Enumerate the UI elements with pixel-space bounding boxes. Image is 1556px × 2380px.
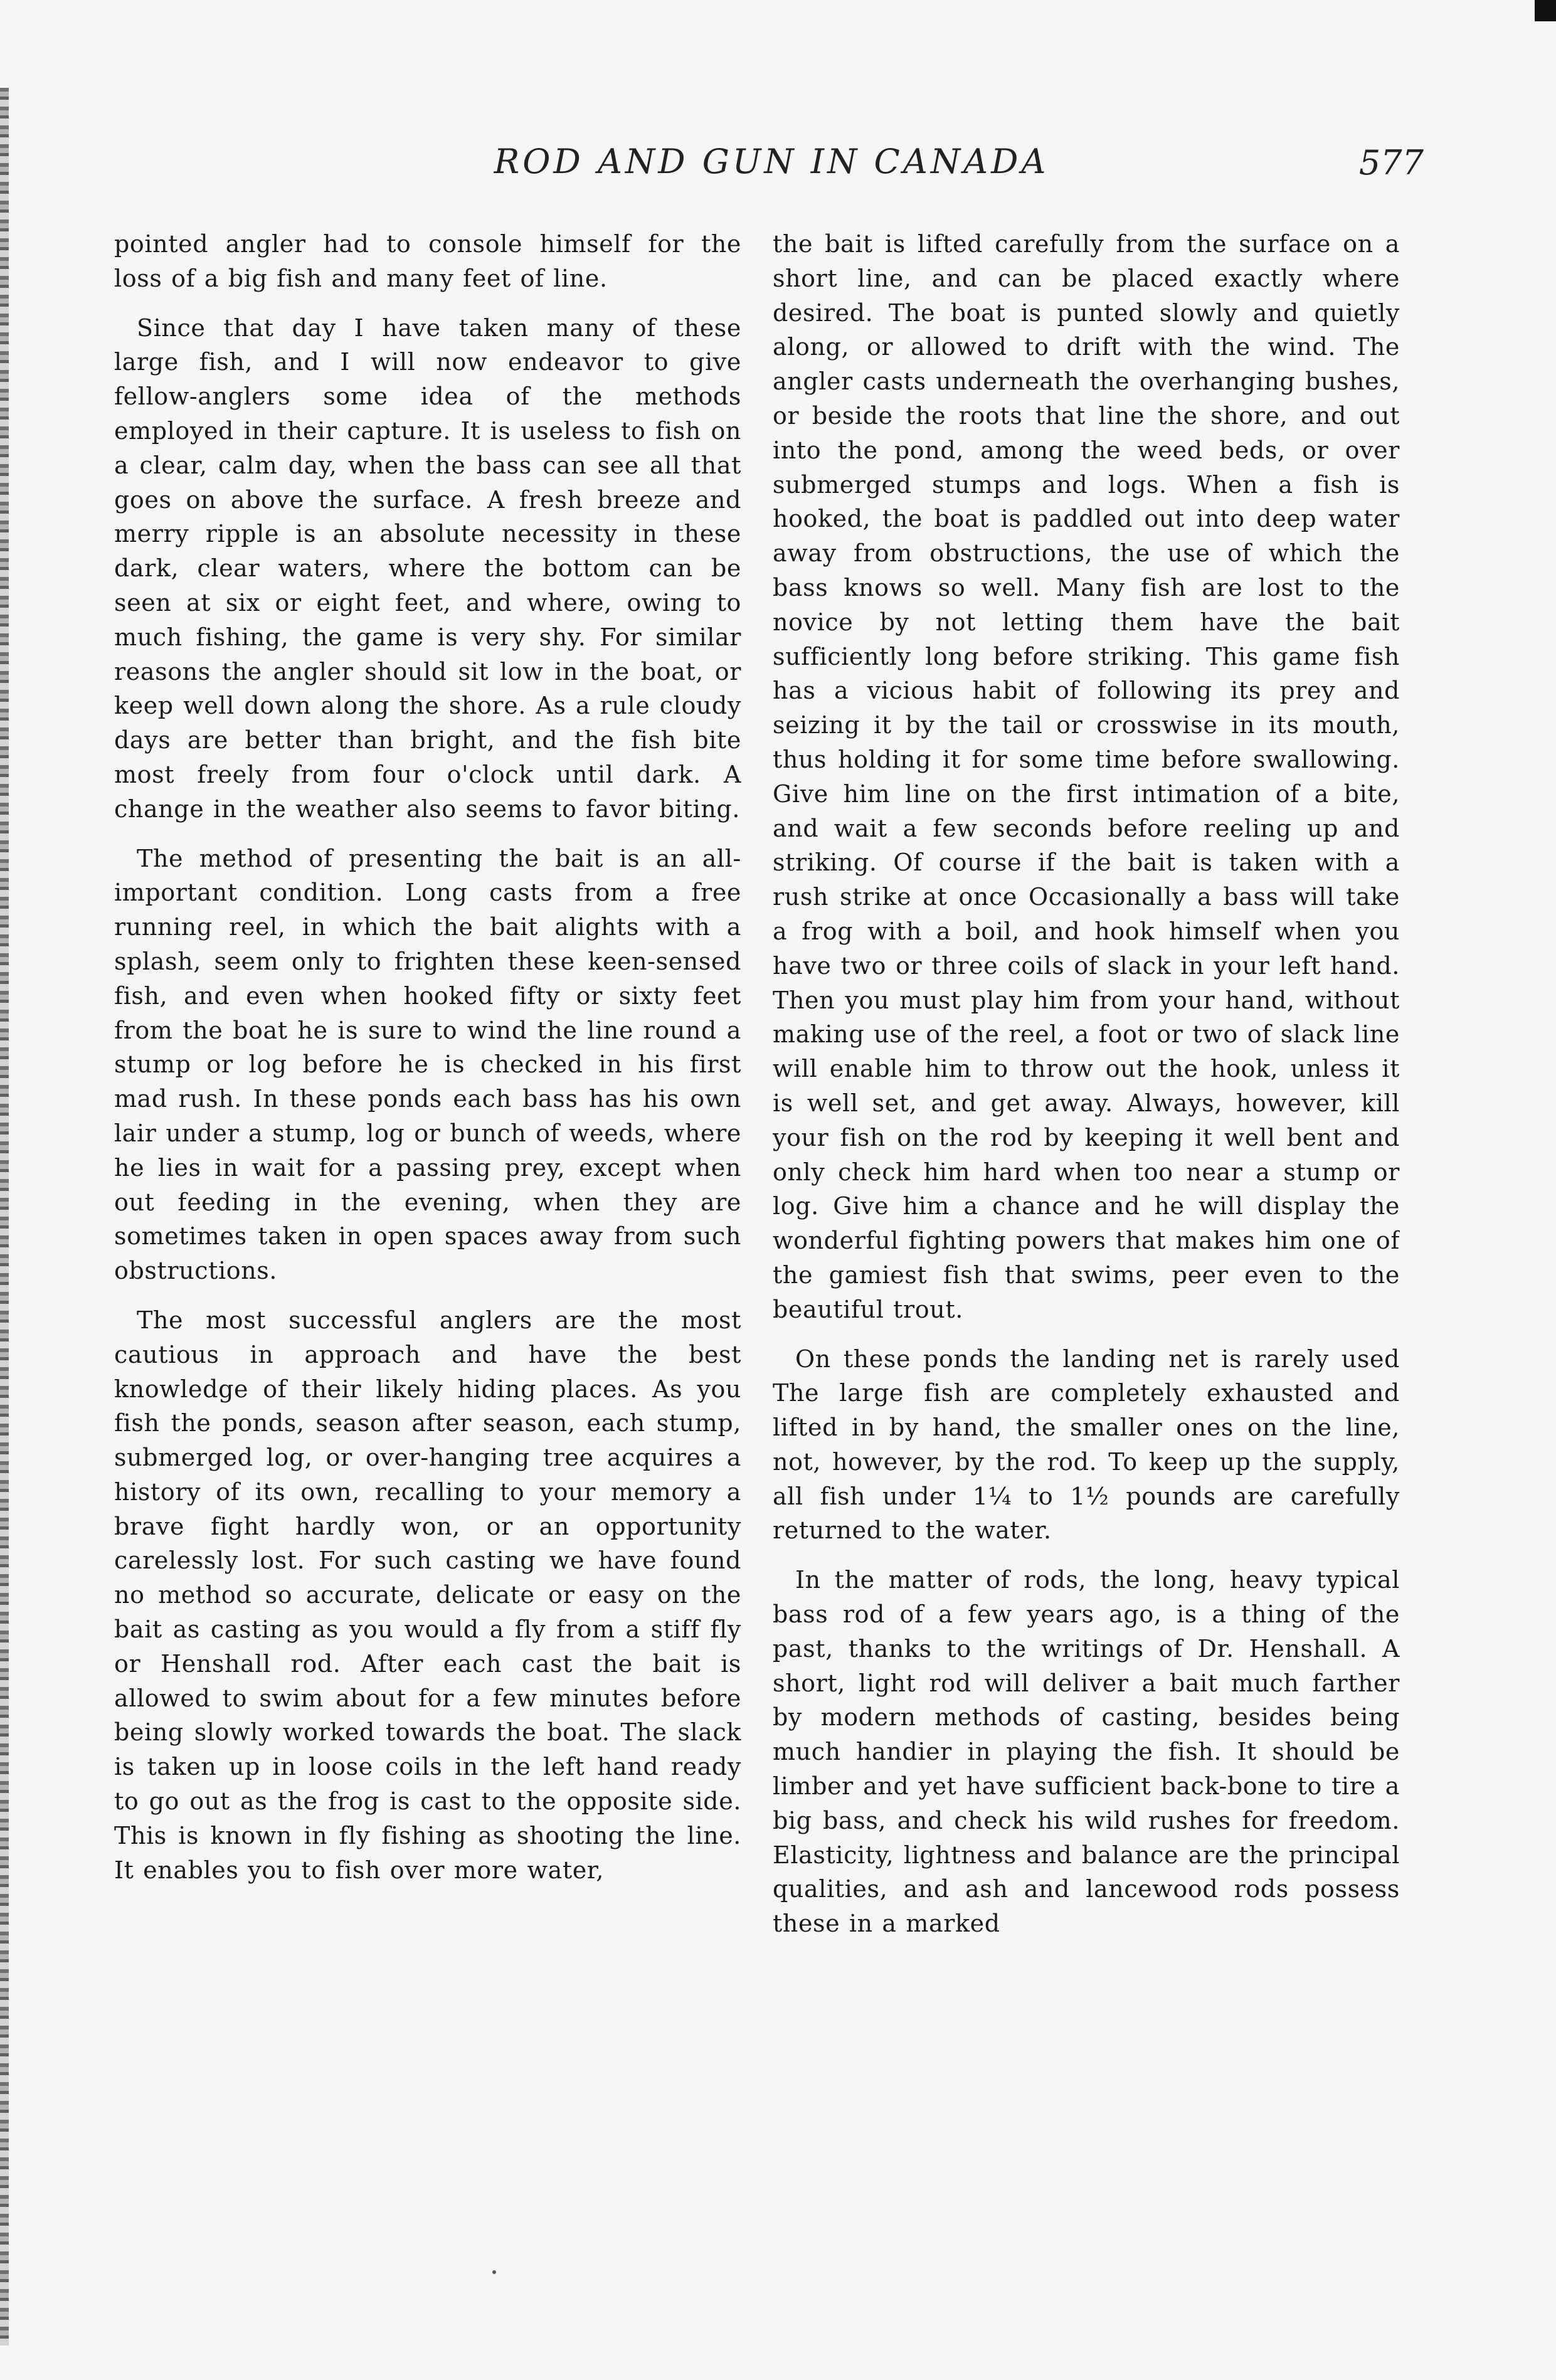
left-column <box>114 227 741 2347</box>
paragraph: The method of presenting the bait is an all-important condition. Long casts from a free running reel, in which the bait alights with a splash, seem only to frighten these keen-sensed fish, and even when hooked fifty or sixty feet from the boat he is sure to wind the line round a stump or log before he is checked in his first mad rush. In these ponds each bass has his own lair under a stump, log or bunch of weeds, where he lies in wait for a passing prey, except when out feeding in the evening, when they are sometimes taken in open spaces away from such obstructions. <box>114 844 741 1285</box>
running-title: ROD AND GUN IN CANADA <box>494 142 1049 181</box>
paragraph: In the matter of rods, the long, heavy typical bass rod of a few years ago, is a thing of the past, thanks to the writings of Dr. Henshall. A short, light rod will deliver a bait much farther by modern methods of casting, besides being much handier in playing the fish. It should be limber and yet have sufficient back-bone to tire a big bass, and check his wild rushes for freedom. Elasticity, lightness and balance are the principal qualities, and ash and lancewood rods possess these in a marked <box>773 1566 1400 1938</box>
scan-speck <box>492 2270 496 2274</box>
paragraph: On these ponds the landing net is rarely used The large fish are completely exhausted and lifted in by hand, the smaller ones on the line, not, however, by the rod. To keep up the supply, all fish under 1¼ to 1½ pounds are carefully returned to the water. <box>773 1345 1400 1545</box>
paragraph: Since that day I have taken many of these large fish, and I will now endeavor to give fellow-anglers some idea of the methods employed in their capture. It is useless to fish on a clear, calm day, when the bass can see all that goes on above the surface. A fresh breeze and merry ripple is an absolute necessity in these dark, clear waters, where the bottom can be seen at six or eight feet, and where, owing to much fishing, the game is very shy. For similar reasons the angler should sit low in the boat, or keep well down along the shore. As a rule cloudy days are better than bright, and the fish bite most freely from four o'clock until dark. A change in the weather also seems to favor biting. <box>114 314 741 823</box>
right-column <box>773 227 1400 2347</box>
paragraph: pointed angler had to console himself for the loss of a big fish and many feet of line. <box>114 230 741 292</box>
page-number: 577 <box>1358 143 1424 182</box>
scan-corner-mark <box>1535 0 1556 21</box>
paragraph: the bait is lifted carefully from the surface on a short line, and can be placed exactly where desired. The boat is punted slowly and quietly along, or allowed to drift with the wind. The angler casts underneath the overhanging bushes, or beside the roots that line the shore, and out into the pond, among the weed beds, or over submerged stumps and logs. When a fish is hooked, the boat is paddled out into deep water away from obstructions, the use of which the bass knows so well. Many fish are lost to the novice by not letting them have the bait sufficiently long before striking. This game fish has a vicious habit of following its prey and seizing it by the tail or crosswise in its mouth, thus holding it for some time before swallowing. Give him line on the first intimation of a bite, and wait a few seconds before reeling up and striking. Of course if the bait is taken with a rush strike at once Occasionally a bass will take a frog with a boil, and hook himself when you have two or three coils of slack in your left hand. Then you must play him from your hand, without making use of the reel, a foot or two of slack line will enable him to throw out the hook, unless it is well set, and get away. Always, however, kill your fish on the rod by keeping it well bent and only check him hard when too near a stump or log. Give him a chance and he will display the wonderful fighting powers that makes him one of the gamiest fish that swims, peer even to the beautiful trout. <box>773 230 1400 1323</box>
paragraph: The most successful anglers are the most cautious in approach and have the best knowledge of their likely hiding places. As you fish the ponds, season after season, each stump, submerged log, or over-hanging tree acquires a history of its own, recalling to your memory a brave fight hardly won, or an opportunity carelessly lost. For such casting we have found no method so accurate, delicate or easy on the bait as casting as you would a fly from a stiff fly or Henshall rod. After each cast the bait is allowed to swim about for a few minutes before being slowly worked towards the boat. The slack is taken up in loose coils in the left hand ready to go out as the frog is cast to the opposite side. This is known in fly fishing as shooting the line. It enables you to fish over more water, <box>114 1306 741 1884</box>
binding-edge <box>0 88 9 2346</box>
